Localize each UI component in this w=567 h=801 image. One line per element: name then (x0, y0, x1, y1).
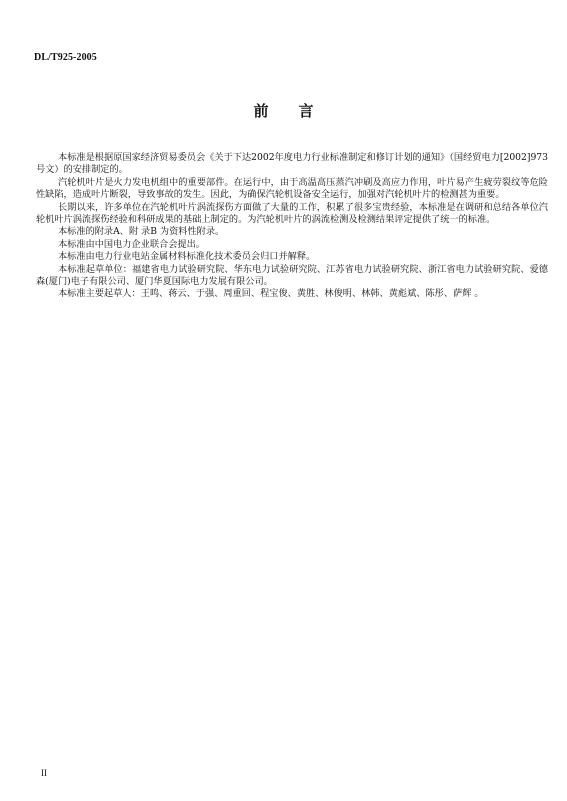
document-code: DL/T925-2005 (34, 52, 97, 63)
paragraph-drafters: 本标准主要起草人：王鸣、蒋云、于强、周重回、程宝俊、黄胜、林俊明、林韩、黄彪斌、陈彤、萨辉 。 (58, 288, 484, 300)
foreword-body (36, 152, 548, 301)
page-title (0, 100, 567, 121)
paragraph-background: 长期以来，许多单位在汽轮机叶片涡流探伤方面做了大量的工作，积累了很多宝贵经验，本标准是在调研和总结各单位汽轮机叶片涡流探伤经验和科研成果的基础上制定的。为汽轮机叶片的涡流检测及检测结果评定提供了统一的标准。 (36, 201, 548, 226)
paragraph-appendix: 本标准的附录A、附 录B 为资料性附录。 (58, 226, 225, 238)
paragraph-importance: 汽轮机叶片是火力发电机组中的重要部件。在运行中，由于高温高压蒸汽冲刷及高应力作用，叶片易产生疲劳裂纹等危险性缺陷，造成叶片断裂，导致事故的发生。因此，为确保汽轮机设备安全运行，加强对汽轮机叶片的检测甚为重要。 (36, 176, 548, 201)
page-number: II (41, 768, 47, 778)
paragraph-basis: 本标准是根据原国家经济贸易委员会《关于下达2002年度电力行业标准制定和修订计划的通知》（国经贸电力[2002]973号文）的安排制定的。 (36, 152, 548, 176)
title-char-1: 前 (253, 102, 269, 120)
paragraph-drafting-units: 本标准起草单位：福建省电力试验研究院、华东电力试验研究院、江苏省电力试验研究院、浙江省电力试验研究院、爱德森(厦门)电子有限公司、厦门华夏国际电力发展有限公司。 (36, 263, 548, 288)
title-char-2: 言 (298, 102, 314, 120)
paragraph-centralized-by: 本标准由电力行业电站金属材料标准化技术委员会归口并解释。 (58, 251, 316, 263)
paragraph-proposed-by: 本标准由中国电力企业联合会提出。 (58, 238, 205, 250)
